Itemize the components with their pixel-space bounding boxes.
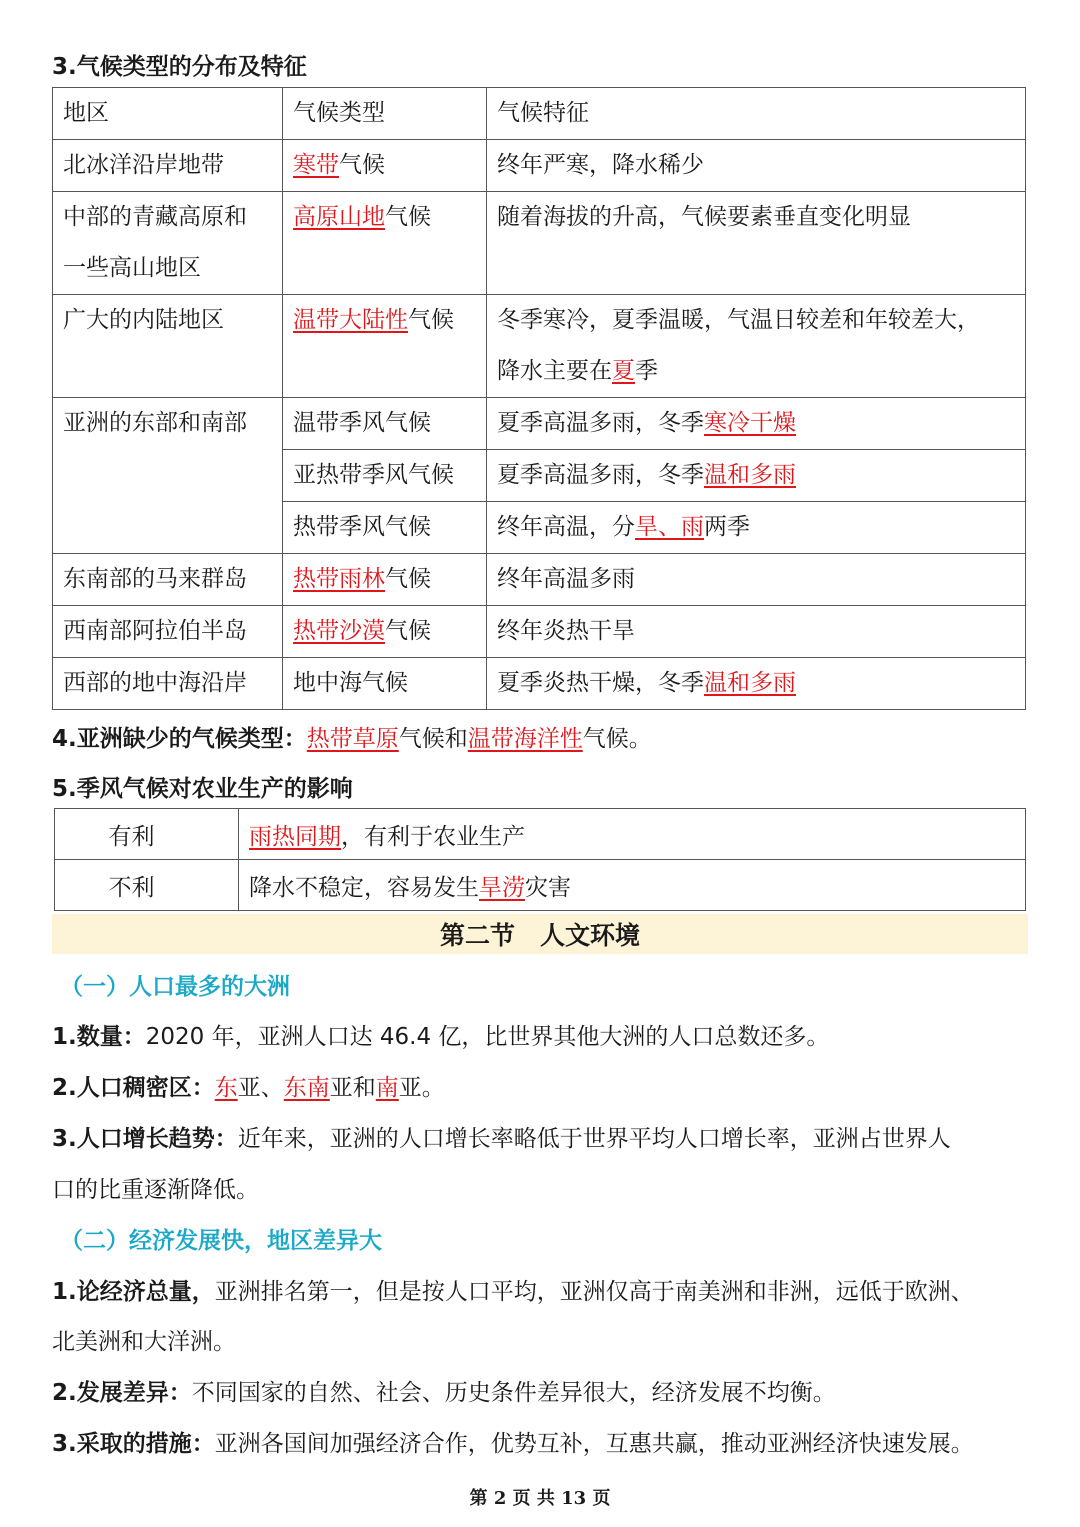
type-key: 寒带 xyxy=(293,152,339,178)
feature-cell xyxy=(487,398,1026,450)
line-text: 亚洲排名第一，但是按人口平均，亚洲仅高于南美洲和非洲，远低于欧洲、 xyxy=(214,1279,974,1305)
page-number-footer: 第 2 页 共 13 页 xyxy=(469,1488,611,1509)
line-label: 2.发展差异： xyxy=(52,1380,192,1406)
economy-total-line-2: 北美洲和大洋洲。 xyxy=(52,1329,236,1355)
feature-line: 冬季寒冷，夏季温暖，气温日较差和年较差大， xyxy=(497,307,980,333)
type-key: 温带大陆性 xyxy=(293,307,408,333)
line-label: 3.采取的措施： xyxy=(52,1431,215,1457)
measures-line xyxy=(52,1429,974,1459)
feature-cell: 随着海拔的升高，气候要素垂直变化明显 xyxy=(487,192,1026,295)
economy-total-line xyxy=(52,1277,974,1307)
header-feature: 气候特征 xyxy=(487,88,1026,140)
header-type: 气候类型 xyxy=(283,88,487,140)
line-text: 亚洲各国间加强经济合作，优势互补，互惠共赢，推动亚洲经济快速发展。 xyxy=(214,1431,974,1457)
growth-trend-line-2: 口的比重逐渐降低。 xyxy=(52,1177,259,1203)
feature-text: 两季 xyxy=(704,514,750,540)
line-label: 1.数量： xyxy=(52,1024,146,1050)
impact-pre: 降水不稳定，容易发生 xyxy=(249,874,479,901)
type-cell xyxy=(283,140,487,192)
type-rest: 气候 xyxy=(339,152,385,178)
line-label: 2.人口稠密区： xyxy=(52,1075,215,1101)
line-text: 亚。 xyxy=(398,1075,445,1101)
region-line: 一些高山地区 xyxy=(63,255,201,281)
population-count-line xyxy=(52,1022,829,1052)
region-cell: 东南部的马来群岛 xyxy=(53,554,283,606)
type-rest: 气候 xyxy=(408,307,454,333)
line-text: 亚和 xyxy=(329,1075,376,1101)
development-gap-line xyxy=(52,1378,836,1408)
feature-cell xyxy=(487,450,1026,502)
impact-rest: ，有利于农业生产 xyxy=(341,823,525,850)
feature-line xyxy=(497,346,1015,397)
feature-text: 终年高温，分 xyxy=(497,514,635,540)
impact-label: 有利 xyxy=(55,809,239,860)
heading-monsoon-impact: 5.季风气候对农业生产的影响 xyxy=(52,776,353,802)
feature-cell xyxy=(487,502,1026,554)
type-rest: 气候 xyxy=(385,566,431,592)
feature-text: 夏季炎热干燥，冬季 xyxy=(497,670,704,696)
key-term: 东 xyxy=(214,1075,238,1101)
impact-rest: 灾害 xyxy=(525,874,571,901)
feature-key: 温和多雨 xyxy=(704,670,796,696)
key-term: 东南 xyxy=(283,1075,330,1101)
table-row xyxy=(53,554,1026,606)
key-term: 热带草原 xyxy=(306,726,399,752)
subheading-population: （一）人口最多的大洲 xyxy=(60,974,290,1000)
feature-cell: 终年严寒，降水稀少 xyxy=(487,140,1026,192)
table-row xyxy=(53,658,1026,710)
subheading-economy: （二）经济发展快，地区差异大 xyxy=(60,1228,382,1254)
region-cell: 西部的地中海沿岸 xyxy=(53,658,283,710)
type-cell xyxy=(283,554,487,606)
type-key: 热带雨林 xyxy=(293,566,385,592)
type-rest: 气候 xyxy=(385,618,431,644)
table-row xyxy=(55,860,1026,911)
line-text: 气候。 xyxy=(582,726,652,752)
type-cell: 地中海气候 xyxy=(283,658,487,710)
table-row xyxy=(55,809,1026,860)
feature-key: 寒冷干燥 xyxy=(704,410,796,436)
feature-text: 夏季高温多雨，冬季 xyxy=(497,462,704,488)
table-row xyxy=(53,606,1026,658)
type-cell xyxy=(283,606,487,658)
heading-climate-distribution: 3.气候类型的分布及特征 xyxy=(52,54,307,80)
feature-text: 夏季高温多雨，冬季 xyxy=(497,410,704,436)
key-term: 南 xyxy=(375,1075,399,1101)
feature-key: 温和多雨 xyxy=(704,462,796,488)
line-text: 亚、 xyxy=(237,1075,284,1101)
line-text: 近年来，亚洲的人口增长率略低于世界平均人口增长率，亚洲占世界人 xyxy=(237,1126,951,1152)
line-text: 2020 年，亚洲人口达 46.4 亿，比世界其他大洲的人口总数还多。 xyxy=(145,1024,830,1050)
climate-table xyxy=(52,87,1026,710)
key-term: 雨热同期 xyxy=(249,823,341,850)
type-rest: 气候 xyxy=(385,204,431,230)
line-text: 气候和 xyxy=(398,726,468,752)
region-cell: 北冰洋沿岸地带 xyxy=(53,140,283,192)
table-row xyxy=(53,295,1026,398)
feature-key: 夏 xyxy=(612,358,635,384)
dense-area-line xyxy=(52,1073,445,1103)
feature-cell: 终年高温多雨 xyxy=(487,554,1026,606)
region-cell: 西南部阿拉伯半岛 xyxy=(53,606,283,658)
type-key: 高原山地 xyxy=(293,204,385,230)
line-label: 3.人口增长趋势： xyxy=(52,1126,238,1152)
line-label: 1.论经济总量， xyxy=(52,1279,215,1305)
region-line: 中部的青藏高原和 xyxy=(63,204,247,230)
header-region: 地区 xyxy=(53,88,283,140)
feature-cell xyxy=(487,295,1026,398)
growth-trend-line xyxy=(52,1124,951,1154)
section-title-banner: 第二节 人文环境 xyxy=(52,914,1028,954)
impact-text xyxy=(239,860,1026,911)
feature-text: 降水主要在 xyxy=(497,358,612,384)
type-cell xyxy=(283,192,487,295)
key-term: 温带海洋性 xyxy=(467,726,583,752)
feature-cell xyxy=(487,658,1026,710)
monsoon-table xyxy=(54,808,1026,911)
region-cell xyxy=(53,192,283,295)
type-cell: 温带季风气候 xyxy=(283,398,487,450)
feature-cell: 终年炎热干旱 xyxy=(487,606,1026,658)
region-cell: 亚洲的东部和南部 xyxy=(53,398,283,554)
table-row xyxy=(53,140,1026,192)
type-cell: 亚热带季风气候 xyxy=(283,450,487,502)
key-term: 旱涝 xyxy=(479,874,525,901)
region-cell: 广大的内陆地区 xyxy=(53,295,283,398)
impact-label: 不利 xyxy=(55,860,239,911)
table-row xyxy=(53,398,1026,450)
feature-text: 季 xyxy=(635,358,658,384)
line-text: 不同国家的自然、社会、历史条件差异很大，经济发展不均衡。 xyxy=(191,1380,836,1406)
type-cell xyxy=(283,295,487,398)
type-key: 热带沙漠 xyxy=(293,618,385,644)
table-row xyxy=(53,192,1026,295)
impact-text xyxy=(239,809,1026,860)
type-cell: 热带季风气候 xyxy=(283,502,487,554)
feature-key: 旱、雨 xyxy=(635,514,704,540)
table-header-row xyxy=(53,88,1026,140)
missing-climate-line xyxy=(52,724,652,754)
line-label: 4.亚洲缺少的气候类型： xyxy=(52,726,307,752)
